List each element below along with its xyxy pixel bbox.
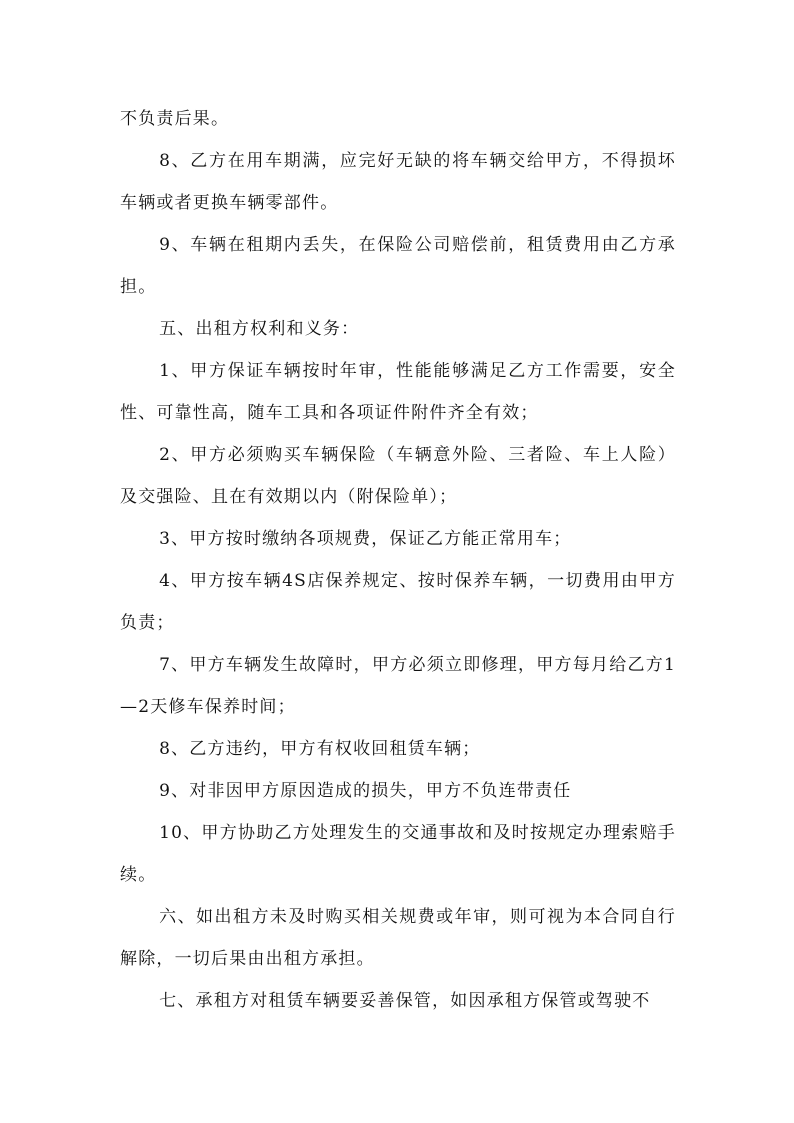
paragraph-7: 3、甲方按时缴纳各项规费，保证乙方能正常用车； (159, 529, 572, 549)
paragraph-9: 7、甲方车辆发生故障时，甲方必须立即修理，甲方每月给乙方1—2天修车保养时间； (120, 655, 676, 717)
paragraph-10: 8、乙方违约，甲方有权收回租赁车辆； (159, 739, 481, 759)
paragraph-6: 2、甲方必须购买车辆保险（车辆意外险、三者险、车上人险）及交强险、且在有效期以内（附保险单）； (120, 445, 676, 507)
paragraph-1: 不负责后果。 (120, 109, 230, 129)
paragraph-8: 4、甲方按车辆4S店保养规定、按时保养车辆，一切费用由甲方负责； (120, 571, 676, 633)
paragraph-2: 8、乙方在用车期满，应完好无缺的将车辆交给甲方，不得损坏车辆或者更换车辆零部件。 (120, 151, 676, 213)
paragraph-5: 1、甲方保证车辆按时年审，性能能够满足乙方工作需要，安全性、可靠性高，随车工具和各项证件附件齐全有效； (120, 361, 676, 423)
paragraph-3: 9、车辆在租期内丢失，在保险公司赔偿前，租赁费用由乙方承担。 (120, 235, 676, 297)
paragraph-11: 9、对非因甲方原因造成的损失，甲方不负连带责任 (159, 781, 572, 801)
section-heading-6: 六、如出租方未及时购买相关规费或年审，则可视为本合同自行解除，一切后果由出租方承担。 (120, 907, 676, 969)
section-heading-7: 七、承租方对租赁车辆要妥善保管，如因承租方保管或驾驶不 (159, 991, 651, 1011)
document-body (120, 98, 676, 1022)
paragraph-12: 10、甲方协助乙方处理发生的交通事故和及时按规定办理索赔手续。 (120, 823, 676, 885)
section-heading-5: 五、出租方权利和义务： (159, 319, 360, 339)
